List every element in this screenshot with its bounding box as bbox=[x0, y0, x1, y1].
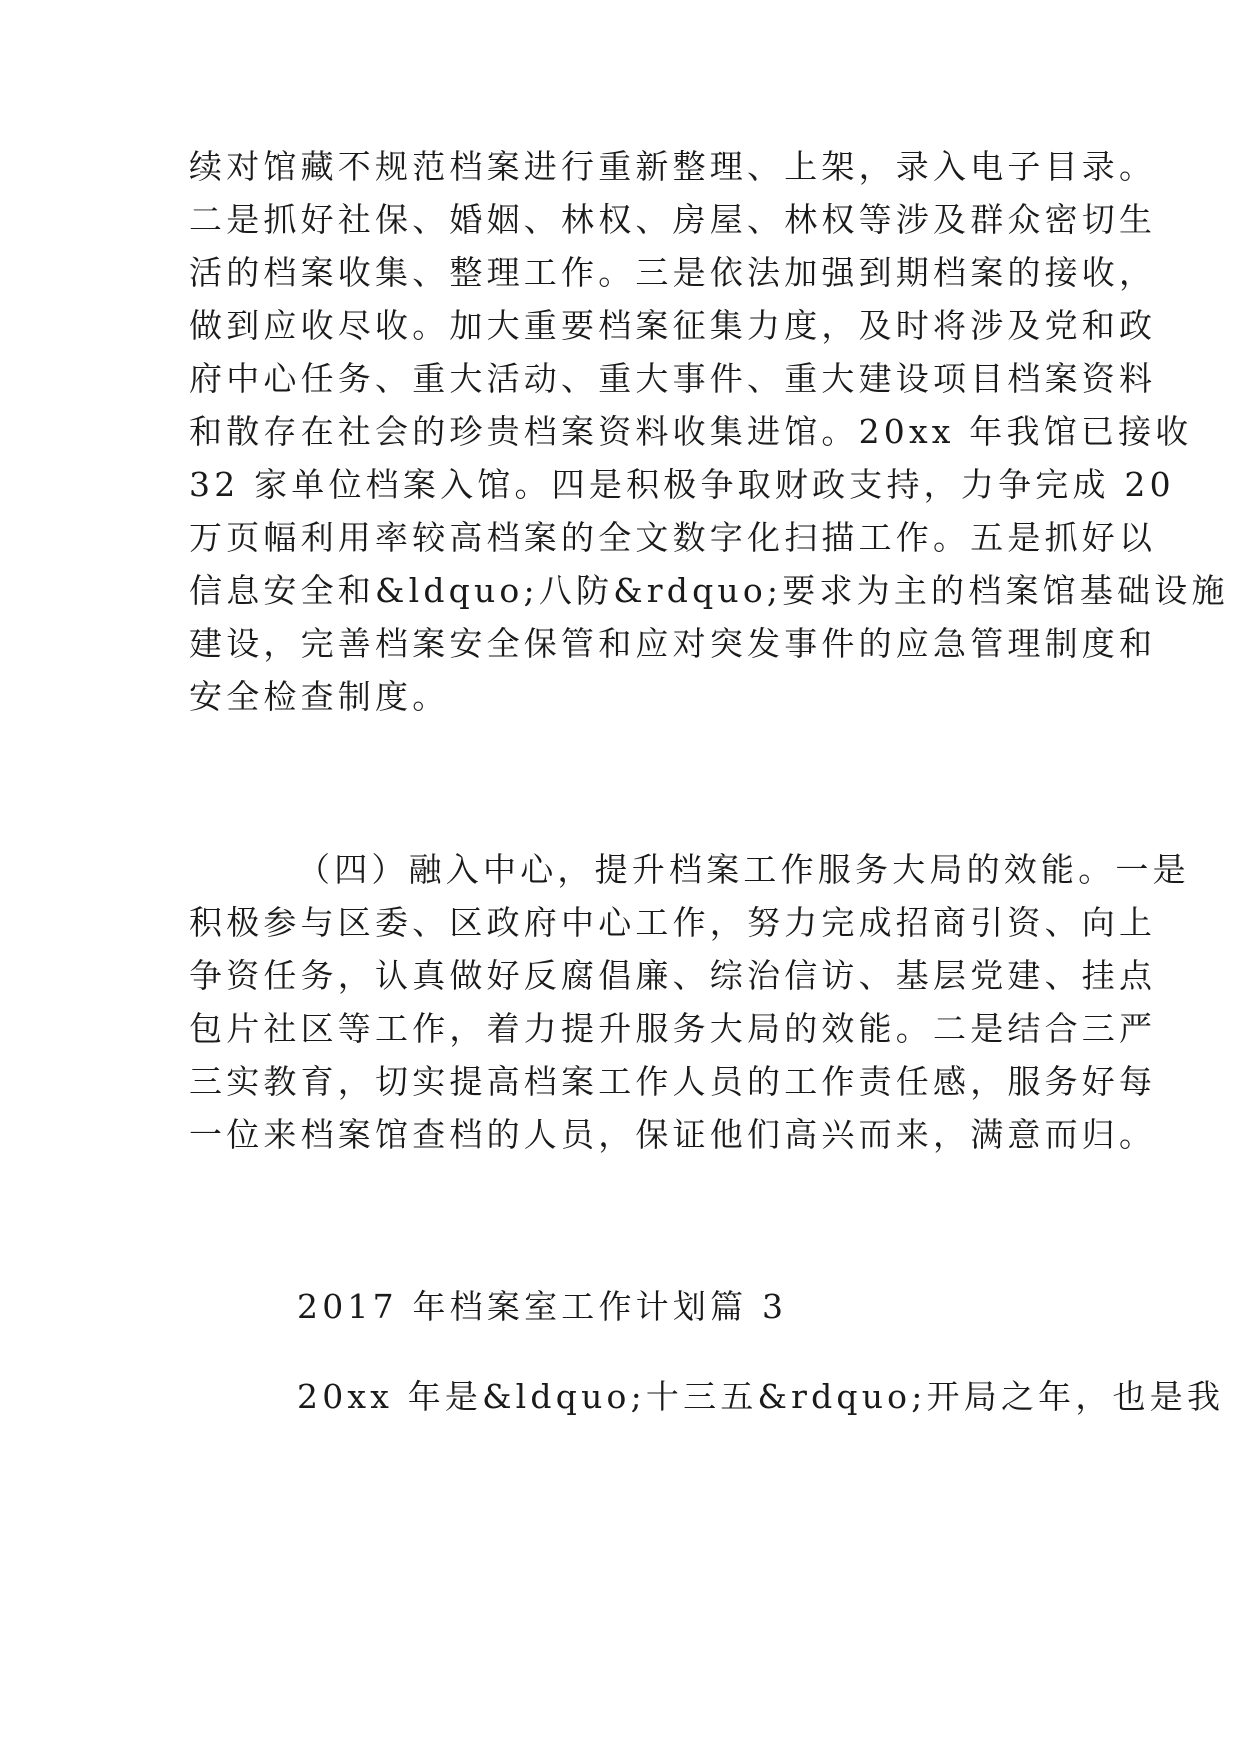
text-line: 二是抓好社保、婚姻、林权、房屋、林权等涉及群众密切生 bbox=[189, 200, 1157, 239]
text-line: 积极参与区委、区政府中心工作，努力完成招商引资、向上 bbox=[189, 903, 1157, 942]
text-line: 32 家单位档案入馆。四是积极争取财政支持，力争完成 20 bbox=[189, 465, 1175, 504]
text-line: 一位来档案馆查档的人员，保证他们高兴而来，满意而归。 bbox=[189, 1115, 1157, 1154]
text-line: 20xx 年是&ldquo;十三五&rdquo;开局之年，也是我 bbox=[297, 1377, 1225, 1416]
text-line: 和散存在社会的珍贵档案资料收集进馆。20xx 年我馆已接收 bbox=[189, 412, 1193, 451]
text-line: 续对馆藏不规范档案进行重新整理、上架，录入电子目录。 bbox=[189, 147, 1157, 186]
text-line: 府中心任务、重大活动、重大事件、重大建设项目档案资料 bbox=[189, 359, 1157, 398]
text-line: 万页幅利用率较高档案的全文数字化扫描工作。五是抓好以 bbox=[189, 518, 1157, 557]
text-line: 争资任务，认真做好反腐倡廉、综治信访、基层党建、挂点 bbox=[189, 956, 1157, 995]
text-line: 包片社区等工作，着力提升服务大局的效能。二是结合三严 bbox=[189, 1009, 1157, 1048]
text-line: （四）融入中心，提升档案工作服务大局的效能。一是 bbox=[297, 850, 1190, 889]
text-line: 三实教育，切实提高档案工作人员的工作责任感，服务好每 bbox=[189, 1062, 1157, 1101]
text-line: 做到应收尽收。加大重要档案征集力度，及时将涉及党和政 bbox=[189, 306, 1157, 345]
text-line: 建设，完善档案安全保管和应对突发事件的应急管理制度和 bbox=[189, 624, 1157, 663]
text-line: 信息安全和&ldquo;八防&rdquo;要求为主的档案馆基础设施 bbox=[189, 571, 1229, 610]
section-heading: 2017 年档案室工作计划篇 3 bbox=[297, 1287, 788, 1326]
text-line: 安全检查制度。 bbox=[189, 677, 450, 716]
text-line: 活的档案收集、整理工作。三是依法加强到期档案的接收， bbox=[189, 253, 1157, 292]
